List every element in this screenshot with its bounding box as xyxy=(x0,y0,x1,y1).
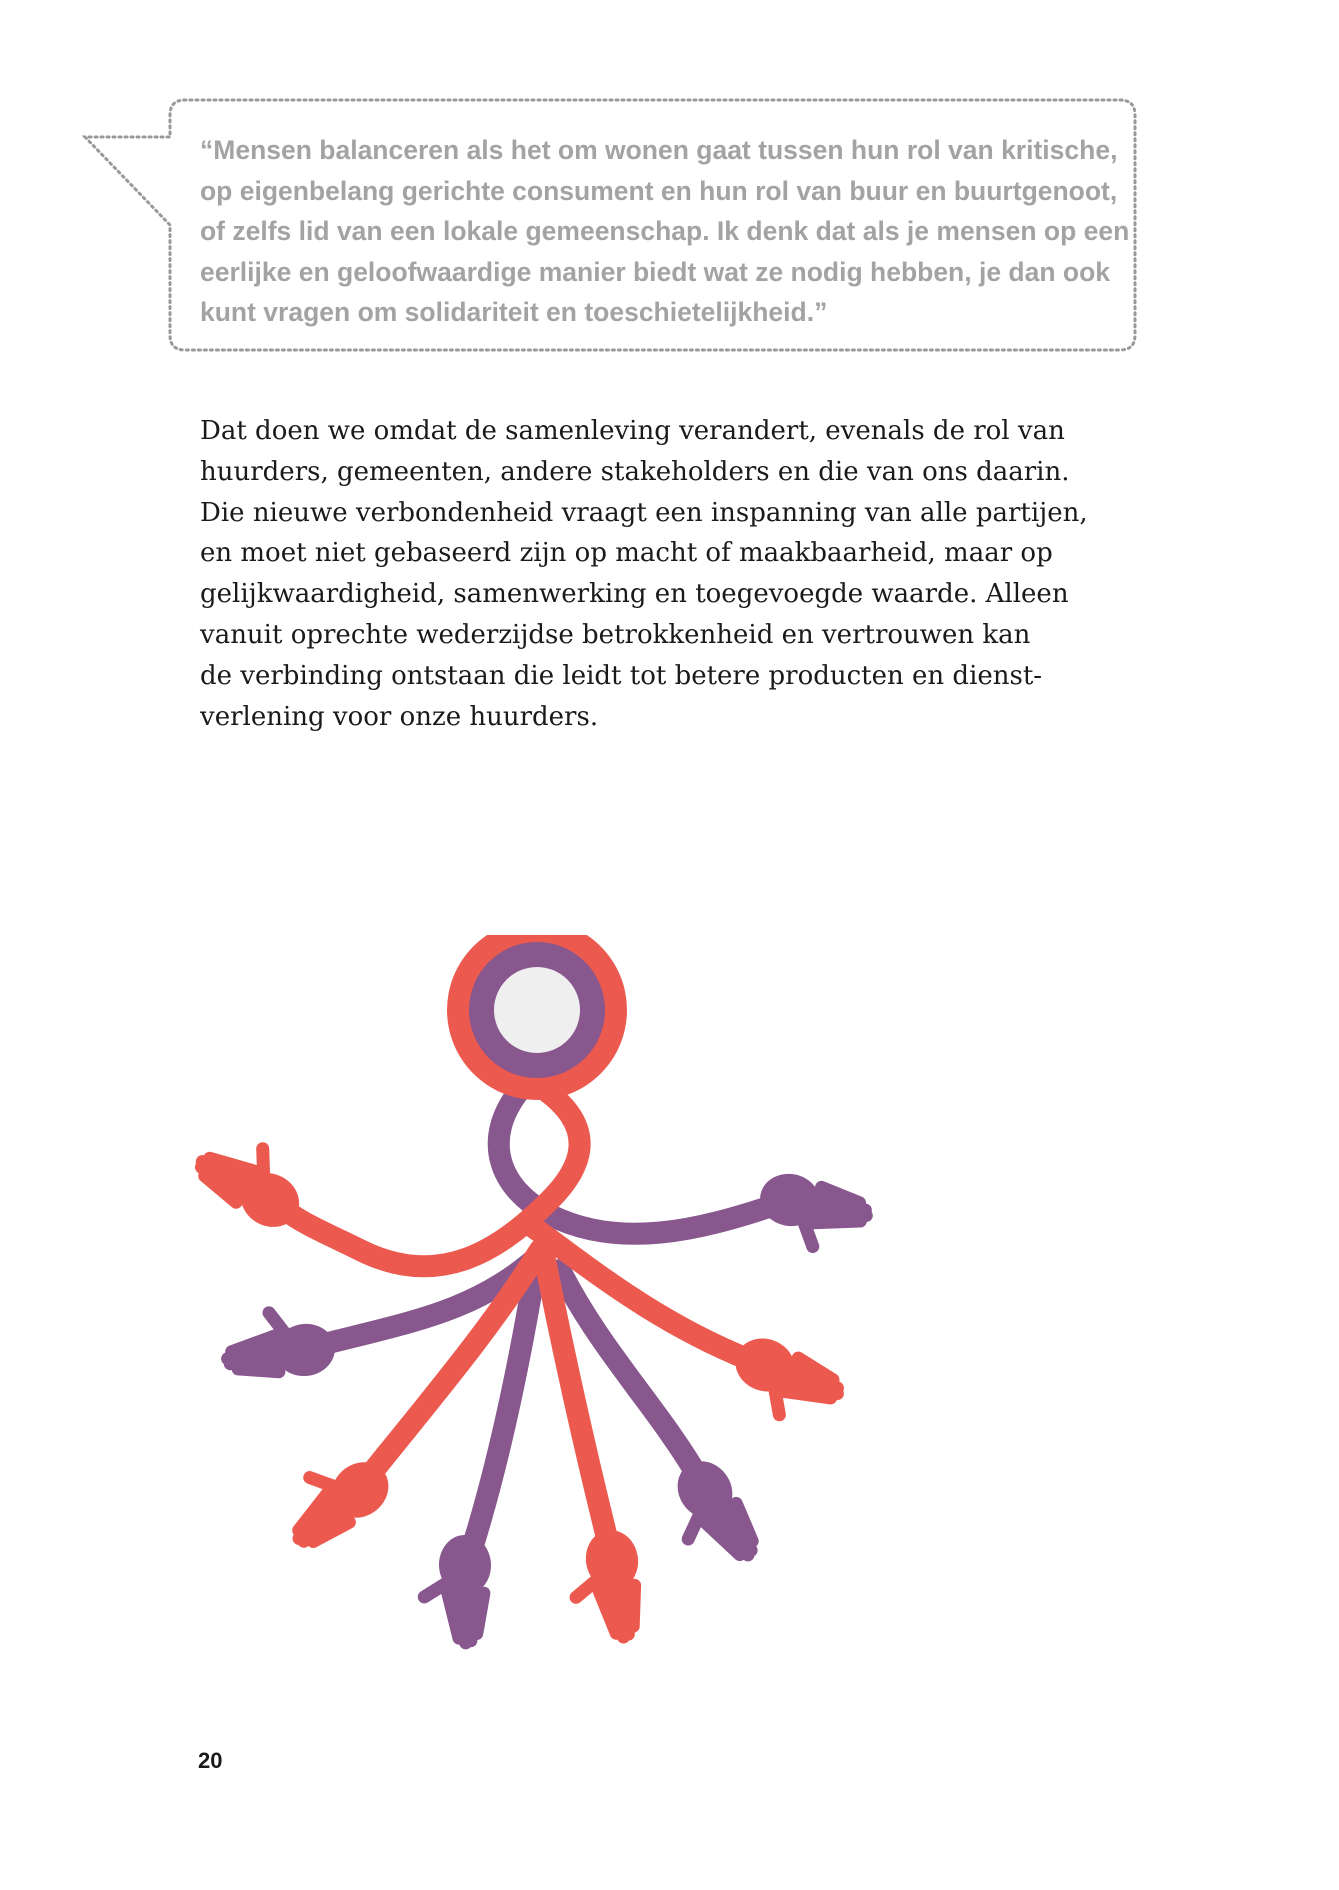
body-line: verlening voor onze huurders. xyxy=(200,701,599,732)
quote-line: op eigenbelang gerichte consument en hun rol van buur en buurtgenoot, xyxy=(200,175,1118,206)
body-line: gelijkwaardigheid, samenwerking en toegevoegde waarde. Alleen xyxy=(200,579,1069,610)
stick-figure-many-hands-icon xyxy=(190,935,910,1655)
body-line: vanuit oprechte wederzijdse betrokkenheid en vertrouwen kan xyxy=(200,619,1031,650)
page-number: 20 xyxy=(198,1748,223,1773)
body-line: de verbinding ontstaan die leidt tot betere producten en dienst- xyxy=(200,660,1043,691)
body-paragraph xyxy=(200,411,1100,737)
body-line: huurders, gemeenten, andere stakeholders en die van ons daarin. xyxy=(200,456,1070,487)
quote-line: kunt vragen om solidariteit en toeschietelijkheid.” xyxy=(200,297,828,327)
body-line: Dat doen we omdat de samenleving verandert, evenals de rol van xyxy=(200,416,1065,446)
body-line: en moet niet gebaseerd zijn op macht of maakbaarheid, maar op xyxy=(200,538,1053,569)
body-line: Die nieuwe verbondenheid vraagt een inspanning van alle partijen, xyxy=(200,497,1088,528)
pull-quote xyxy=(200,130,1130,333)
quote-line: of zelfs lid van een lokale gemeenschap. Ik denk dat als je mensen op een xyxy=(200,216,1130,246)
quote-line: “Mensen balanceren als het om wonen gaat tussen hun rol van kritische, xyxy=(200,135,1118,165)
quote-line: eerlijke en geloofwaardige manier biedt wat ze nodig hebben, je dan ook xyxy=(200,256,1111,287)
